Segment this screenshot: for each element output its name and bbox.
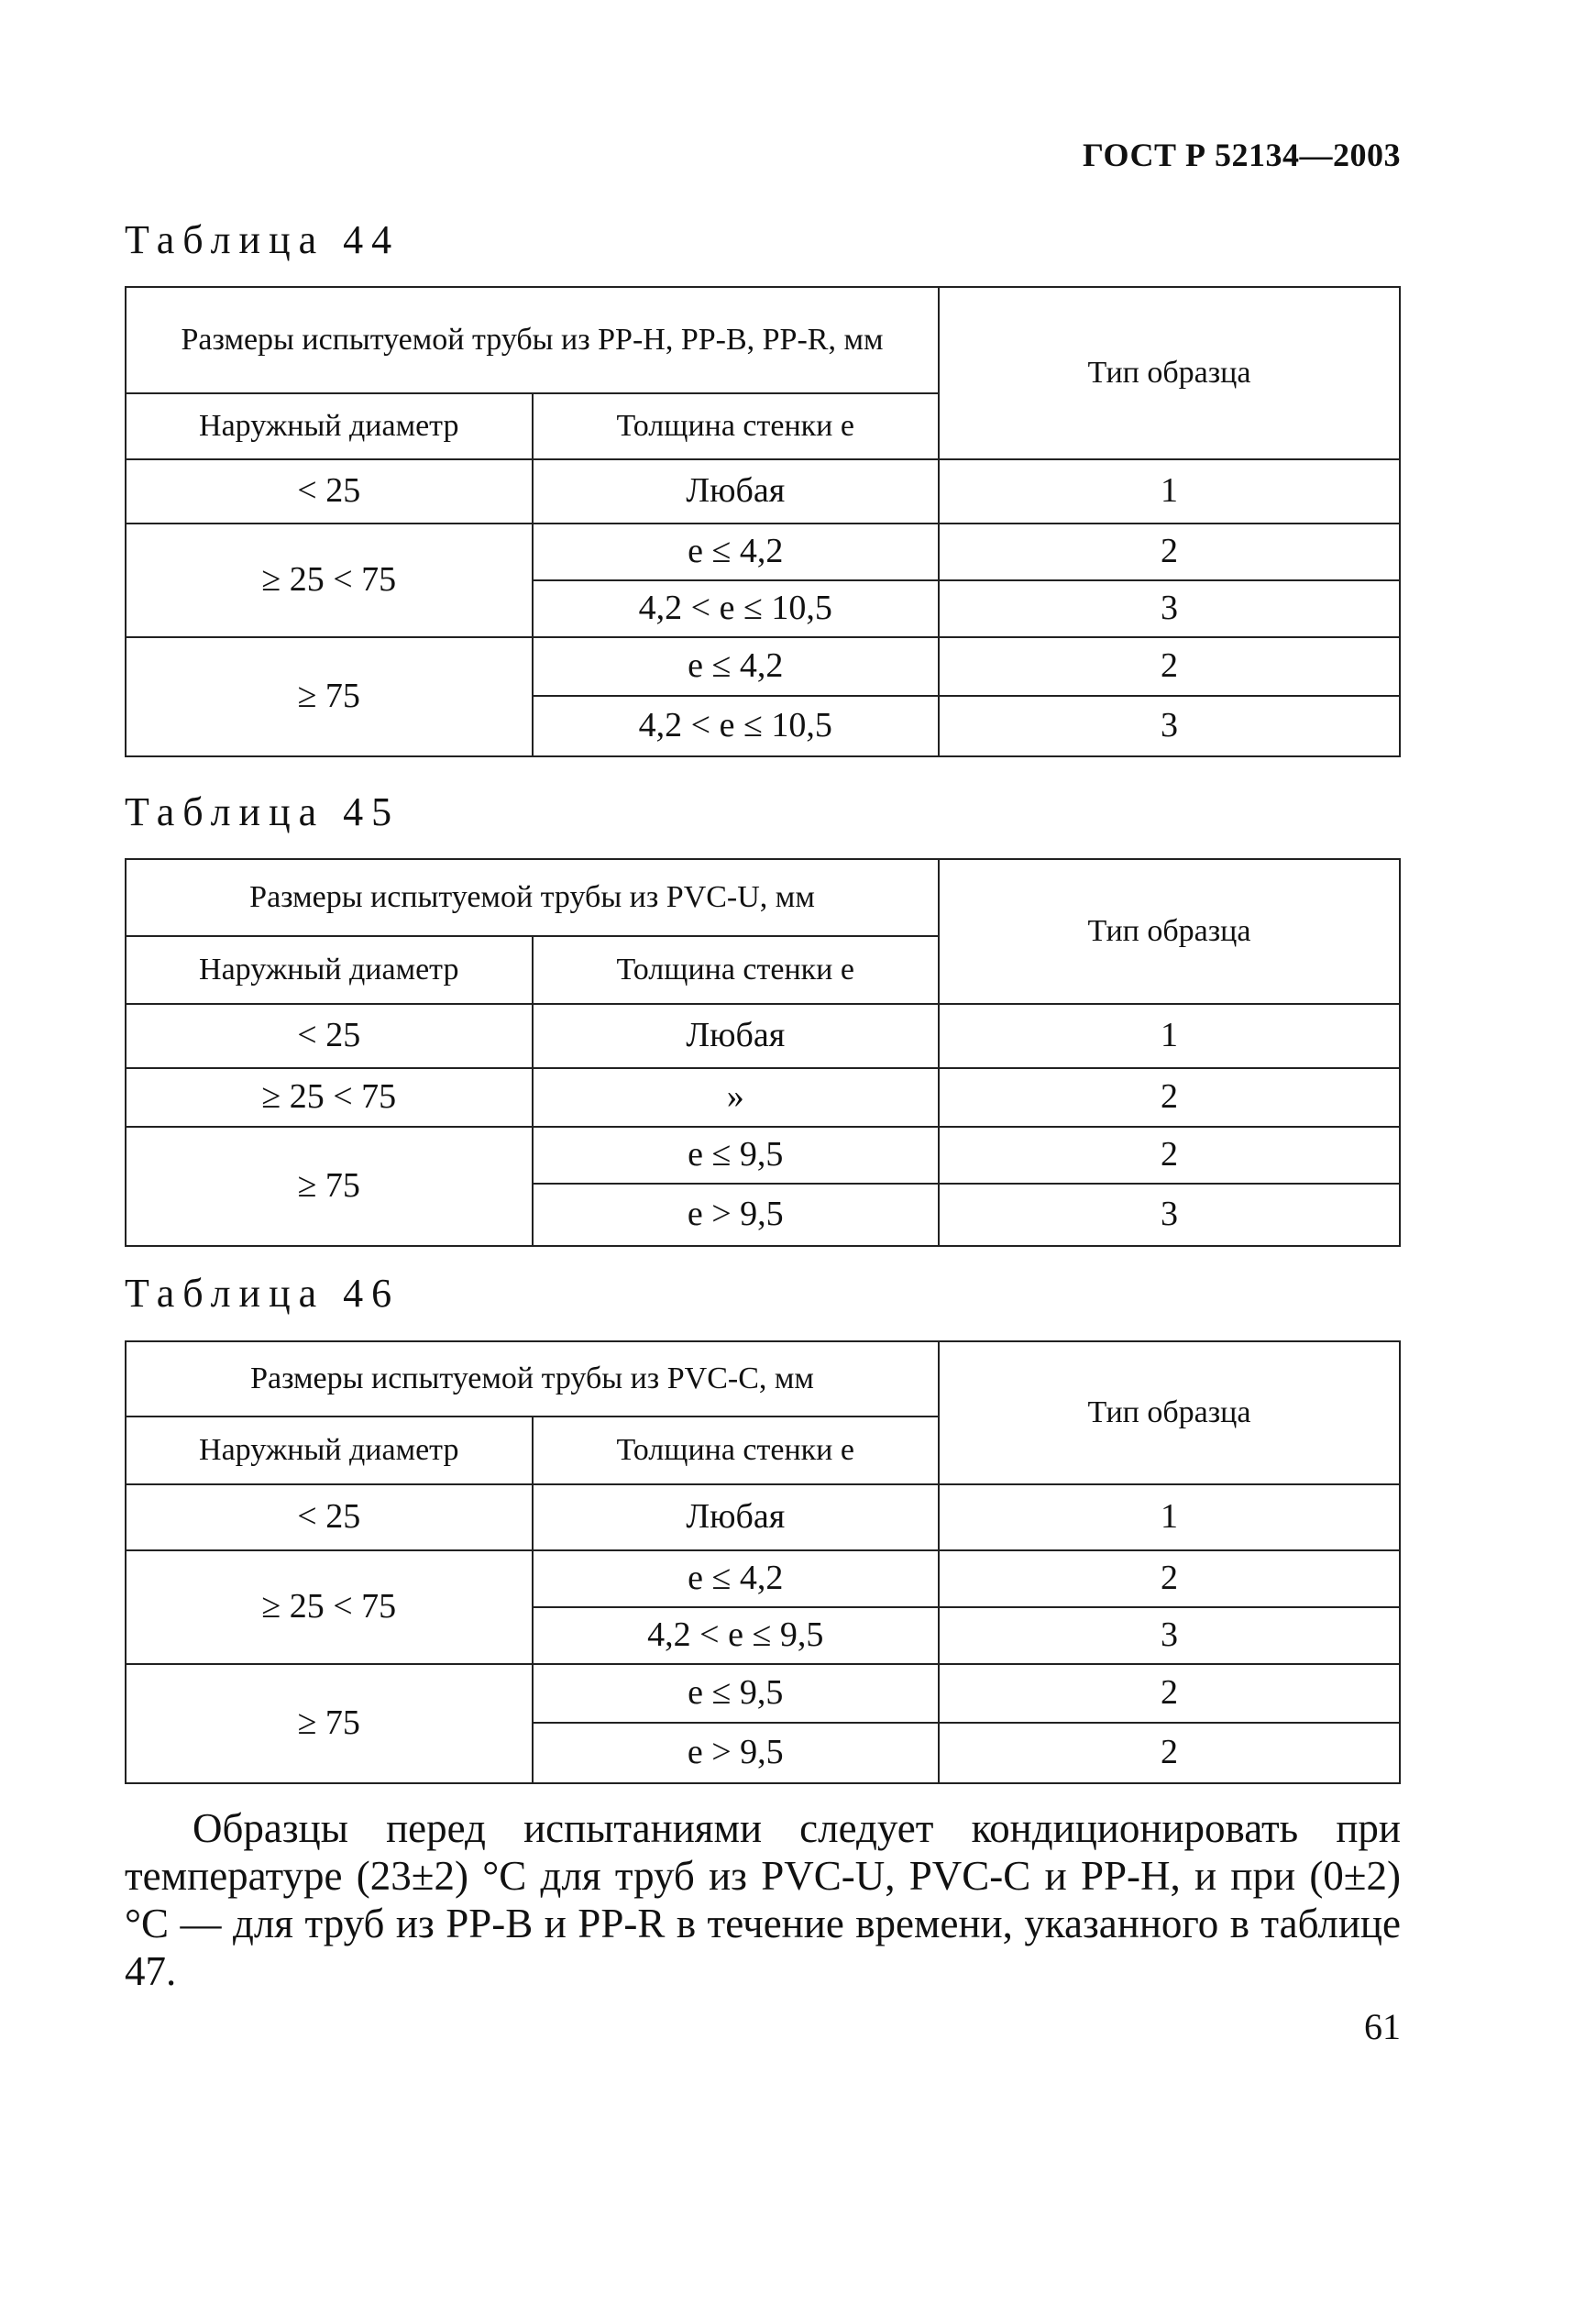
table-44-cell-type: 3 [939,696,1400,756]
table-46 [125,1340,1401,1784]
table-44 [125,286,1401,757]
table-46-header-main: Размеры испытуемой трубы из PVC-C, мм [126,1341,939,1417]
table-44-cell-wall: e ≤ 4,2 [533,637,940,696]
table-44-cell-wall: Любая [533,459,940,524]
table-44-header-wall: Толщина стенки e [533,393,940,459]
table-45-cell-wall: Любая [533,1004,940,1068]
table-45-cell-wall: e > 9,5 [533,1184,940,1246]
table-44-cell-outer: < 25 [126,459,533,524]
table-46-cell-wall: e ≤ 9,5 [533,1664,940,1723]
table-45-cell-wall: e ≤ 9,5 [533,1127,940,1184]
table-44-header-main: Размеры испытуемой трубы из PP-H, PP-B, PP-R, мм [126,287,939,393]
table-44-cell-outer: ≥ 75 [126,637,533,756]
table-44-cell-type: 2 [939,637,1400,696]
table-46-cell-wall: Любая [533,1484,940,1550]
table-46-cell-type: 2 [939,1723,1400,1783]
table-46-cell-wall: 4,2 < e ≤ 9,5 [533,1607,940,1664]
table-45-cell-type: 2 [939,1068,1400,1127]
table-45-header-main: Размеры испытуемой трубы из PVC-U, мм [126,859,939,936]
table-46-cell-outer: ≥ 75 [126,1664,533,1783]
standard-code: ГОСТ Р 52134—2003 [1083,137,1401,173]
table-46-cell-type: 1 [939,1484,1400,1550]
table-46-cell-type: 3 [939,1607,1400,1664]
table-46-caption: Таблица 46 [125,1271,401,1316]
table-46-header-wall: Толщина стенки e [533,1417,940,1484]
table-45-cell-wall: » [533,1068,940,1127]
table-45-header-wall: Толщина стенки e [533,936,940,1004]
table-44-cell-outer: ≥ 25 < 75 [126,524,533,637]
table-44-cell-wall: 4,2 < e ≤ 10,5 [533,696,940,756]
table-46-cell-outer: ≥ 25 < 75 [126,1550,533,1664]
table-45 [125,858,1401,1247]
table-46-cell-type: 2 [939,1550,1400,1607]
table-44-caption: Таблица 44 [125,217,401,262]
table-44-cell-type: 3 [939,580,1400,637]
table-44-header-type: Тип образца [939,287,1400,459]
table-44-cell-wall: 4,2 < e ≤ 10,5 [533,580,940,637]
table-46-cell-wall: e ≤ 4,2 [533,1550,940,1607]
table-46-cell-wall: e > 9,5 [533,1723,940,1783]
table-44-cell-wall: e ≤ 4,2 [533,524,940,580]
table-45-cell-outer: < 25 [126,1004,533,1068]
table-45-cell-type: 2 [939,1127,1400,1184]
table-45-cell-type: 1 [939,1004,1400,1068]
table-46-cell-type: 2 [939,1664,1400,1723]
table-44-header-outer: Наружный диаметр [126,393,533,459]
table-45-cell-outer: ≥ 25 < 75 [126,1068,533,1127]
table-45-caption: Таблица 45 [125,789,401,834]
table-45-header-outer: Наружный диаметр [126,936,533,1004]
table-44-cell-type: 2 [939,524,1400,580]
table-46-cell-outer: < 25 [126,1484,533,1550]
table-45-header-type: Тип образца [939,859,1400,1004]
table-45-cell-outer: ≥ 75 [126,1127,533,1246]
table-46-header-outer: Наружный диаметр [126,1417,533,1484]
conditioning-paragraph: Образцы перед испытаниями следует кондиционировать при температуре (23±2) °С для труб из PVC-U, PVC-C и PP-H, и при (0±2) °С — для труб из PP-B и PP-R в течение времени, указанного в таблице 47. [125,1805,1401,1994]
table-46-header-type: Тип образца [939,1341,1400,1484]
table-44-cell-type: 1 [939,459,1400,524]
page-number: 61 [1364,2006,1401,2047]
table-45-cell-type: 3 [939,1184,1400,1246]
